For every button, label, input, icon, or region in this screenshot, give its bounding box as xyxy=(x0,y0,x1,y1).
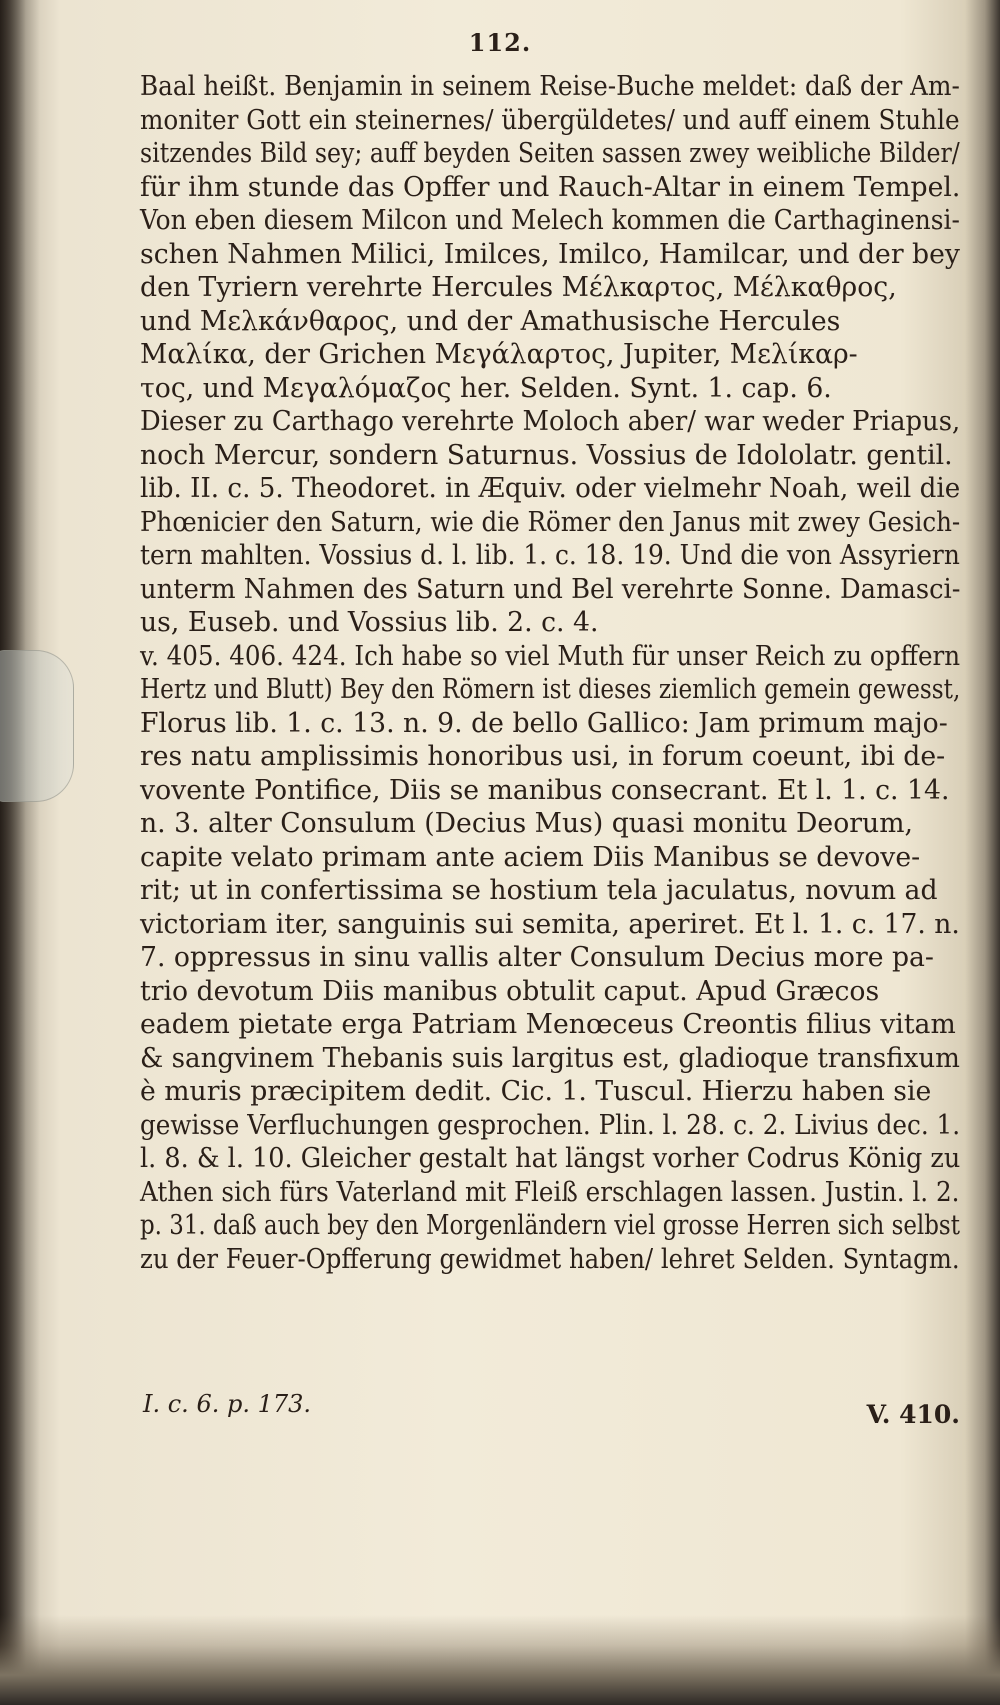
text-line: den Tyriern verehrte Hercules Μέλκαρτος, Μέλκαθρος, xyxy=(140,272,897,303)
text-line: vovente Pontifice, Diis se manibus consecrant. Et l. 1. c. 14. xyxy=(140,774,950,806)
body-text xyxy=(140,70,970,1276)
text-line: Hertz und Blutt) Bey den Römern ist dieses ziemlich gemein gewesst, xyxy=(140,674,961,705)
text-line: lib. II. c. 5. Theodoret. in Æquiv. oder vielmehr Noah, weil die xyxy=(140,473,961,504)
page-bottom-edge xyxy=(0,1615,1000,1705)
page-clip xyxy=(0,650,74,802)
text-line: unterm Nahmen des Saturn und Bel verehrte Sonne. Damasci- xyxy=(140,573,961,605)
text-line: rit; ut in confertissima se hostium tela jaculatus, novum ad xyxy=(140,875,938,906)
text-line: res natu amplissimis honoribus usi, in forum coeunt, ibi de- xyxy=(140,741,946,772)
text-line: Baal heißt. Benjamin in seinem Reise-Buche meldet: daß der Am- xyxy=(140,71,960,102)
text-line: sitzendes Bild sey; auff beyden Seiten sassen zwey weibliche Bilder/ xyxy=(140,138,960,169)
text-line: è muris præcipitem dedit. Cic. 1. Tuscul. Hierzu haben sie xyxy=(140,1076,932,1107)
text-line: Μαλίκα, der Grichen Μεγάλαρτος, Jupiter, Μελίκαρ- xyxy=(140,339,858,370)
text-line: trio devotum Diis manibus obtulit caput. Apud Græcos xyxy=(140,975,880,1007)
text-line: moniter Gott ein steinernes/ übergüldetes/ und auff einem Stuhle xyxy=(140,104,960,136)
text-line: Von eben diesem Milcon und Melech kommen die Carthaginensi- xyxy=(140,205,960,236)
text-line: τος, und Μεγαλόμαζος her. Selden. Synt. 1. cap. 6. xyxy=(140,372,832,404)
text-line: Dieser zu Carthago verehrte Moloch aber/ war weder Priapus, xyxy=(140,406,961,437)
text-line: 7. oppressus in sinu vallis alter Consulum Decius more pa- xyxy=(140,942,934,973)
text-line: victoriam iter, sanguinis sui semita, aperiret. Et l. 1. c. 17. n. xyxy=(140,908,960,940)
page-number: 112. xyxy=(468,28,532,57)
text-line: und Μελκάνθαρος, und der Amathusische Hercules xyxy=(140,305,841,337)
text-line: eadem pietate erga Patriam Menœceus Creontis filius vitam xyxy=(140,1009,956,1040)
binding-shadow xyxy=(0,0,40,1705)
text-line: Florus lib. 1. c. 13. n. 9. de bello Gallico: Jam primum majo- xyxy=(140,707,948,739)
text-line: noch Mercur, sondern Saturnus. Vossius de Idololatr. gentil. xyxy=(140,439,953,471)
text-line: schen Nahmen Milici, Imilces, Imilco, Hamilcar, und der bey xyxy=(140,238,960,270)
text-line: l. 8. & l. 10. Gleicher gestalt hat längst vorher Codrus König zu xyxy=(140,1143,961,1174)
text-line: Phœnicier den Saturn, wie die Römer den Janus mit zwey Gesich- xyxy=(140,506,961,538)
text-line: us, Euseb. und Vossius lib. 2. c. 4. xyxy=(140,607,599,638)
text-line: für ihm stunde das Opffer und Rauch-Altar in einem Tempel. xyxy=(140,171,961,203)
catchword: V. 410. xyxy=(866,1400,960,1429)
text-line: zu der Feuer-Opfferung gewidmet haben/ lehret Selden. Syntagm. xyxy=(140,1243,960,1275)
text-line: capite velato primam ante aciem Diis Manibus se devove- xyxy=(140,841,921,873)
text-line: & sangvinem Thebanis suis largitus est, gladioque transfixum xyxy=(140,1042,960,1074)
text-line: p. 31. daß auch bey den Morgenländern viel grosse Herren sich selbst xyxy=(140,1210,960,1241)
footer-reference: I. c. 6. p. 173. xyxy=(143,1390,312,1418)
text-line: gewisse Verfluchungen gesprochen. Plin. l. 28. c. 2. Livius dec. 1. xyxy=(140,1109,961,1141)
text-line: tern mahlten. Vossius d. l. lib. 1. c. 18. 19. Und die von Assyriern xyxy=(140,540,960,571)
text-line: v. 405. 406. 424. Ich habe so viel Muth für unser Reich zu opffern xyxy=(140,640,961,672)
text-line: Athen sich fürs Vaterland mit Fleiß erschlagen lassen. Justin. l. 2. xyxy=(140,1176,960,1208)
text-line: n. 3. alter Consulum (Decius Mus) quasi monitu Deorum, xyxy=(140,808,913,839)
